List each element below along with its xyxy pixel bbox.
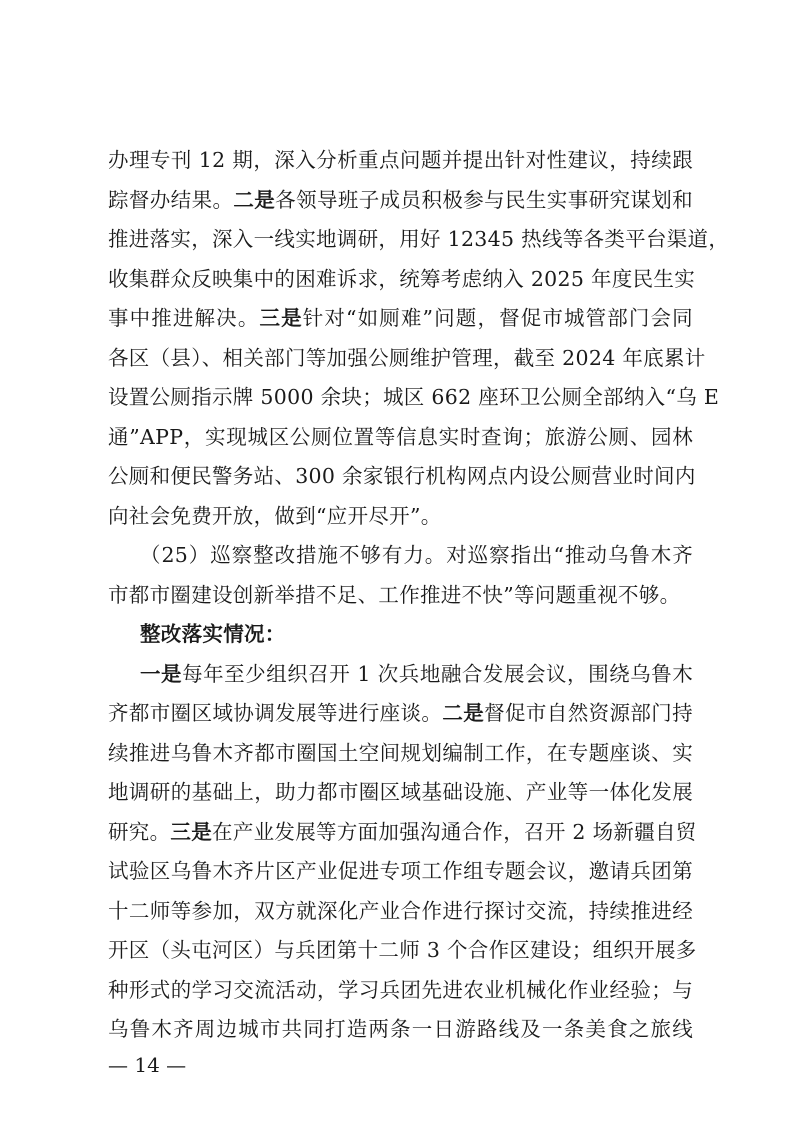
text-line: 市都市圈建设创新举措不足、工作推进不快”等问题重视不够。 <box>108 583 681 607</box>
text-line: 踪督办结果。二是各领导班子成员积极参与民生实事研究谋划和 <box>108 188 693 212</box>
text-line: 乌鲁木齐周边城市共同打造两条一日游路线及一条美食之旅线 <box>108 1017 693 1041</box>
text-line: 齐都市圈区域协调发展等进行座谈。二是督促市自然资源部门持 <box>108 701 693 725</box>
emphasis-keyword: 三是 <box>170 820 213 844</box>
text-line: 开区（头屯河区）与兵团第十二师 3 个合作区建设；组织开展多 <box>108 938 697 962</box>
text-line: 续推进乌鲁木齐都市圈国土空间规划编制工作，在专题座谈、实 <box>108 741 693 765</box>
text-line: 研究。三是在产业发展等方面加强沟通合作，召开 2 场新疆自贸 <box>108 820 697 844</box>
emphasis-keyword: 三是 <box>259 306 303 330</box>
text-line: 推进落实，深入一线实地调研，用好 12345 热线等各类平台渠道， <box>108 227 730 251</box>
text-line: 试验区乌鲁木齐片区产业促进专项工作组专题会议，邀请兵团第 <box>108 859 693 883</box>
text-line: （25）巡察整改措施不够有力。对巡察指出“推动乌鲁木齐 <box>140 543 693 567</box>
text-line: 十二师等参加，双方就深化产业合作进行探讨交流，持续推进经 <box>108 899 693 923</box>
text-line: 设置公厕指示牌 5000 余块；城区 662 座环卫公厕全部纳入“乌 E <box>108 385 720 409</box>
page-number: — 14 — <box>108 1053 187 1077</box>
emphasis-keyword: 二是 <box>442 701 485 725</box>
section-heading: 整改落实情况： <box>140 622 286 646</box>
text-line: 办理专刊 12 期，深入分析重点问题并提出针对性建议，持续跟 <box>108 148 693 172</box>
text-line: 地调研的基础上，助力都市圈区域基础设施、产业等一体化发展 <box>108 780 693 804</box>
text-line: 通”APP，实现城区公厕位置等信息实时查询；旅游公厕、园林 <box>108 425 693 449</box>
text-line: 收集群众反映集中的困难诉求，统筹考虑纳入 2025 年度民生实 <box>108 267 696 291</box>
text-line: 向社会免费开放，做到“应开尽开”。 <box>108 504 442 528</box>
text-line: 事中推进解决。三是针对“如厕难”问题，督促市城管部门会同 <box>108 306 693 330</box>
text-line: 一是每年至少组织召开 1 次兵地融合发展会议，围绕乌鲁木 <box>140 662 694 686</box>
text-line: 各区（县）、相关部门等加强公厕维护管理，截至 2024 年底累计 <box>108 346 706 370</box>
emphasis-keyword: 一是 <box>140 662 183 686</box>
text-line: 公厕和便民警务站、300 余家银行机构网点内设公厕营业时间内 <box>108 464 696 488</box>
text-line: 种形式的学习交流活动，学习兵团先进农业机械化作业经验；与 <box>108 978 693 1002</box>
emphasis-keyword: 二是 <box>233 188 276 212</box>
